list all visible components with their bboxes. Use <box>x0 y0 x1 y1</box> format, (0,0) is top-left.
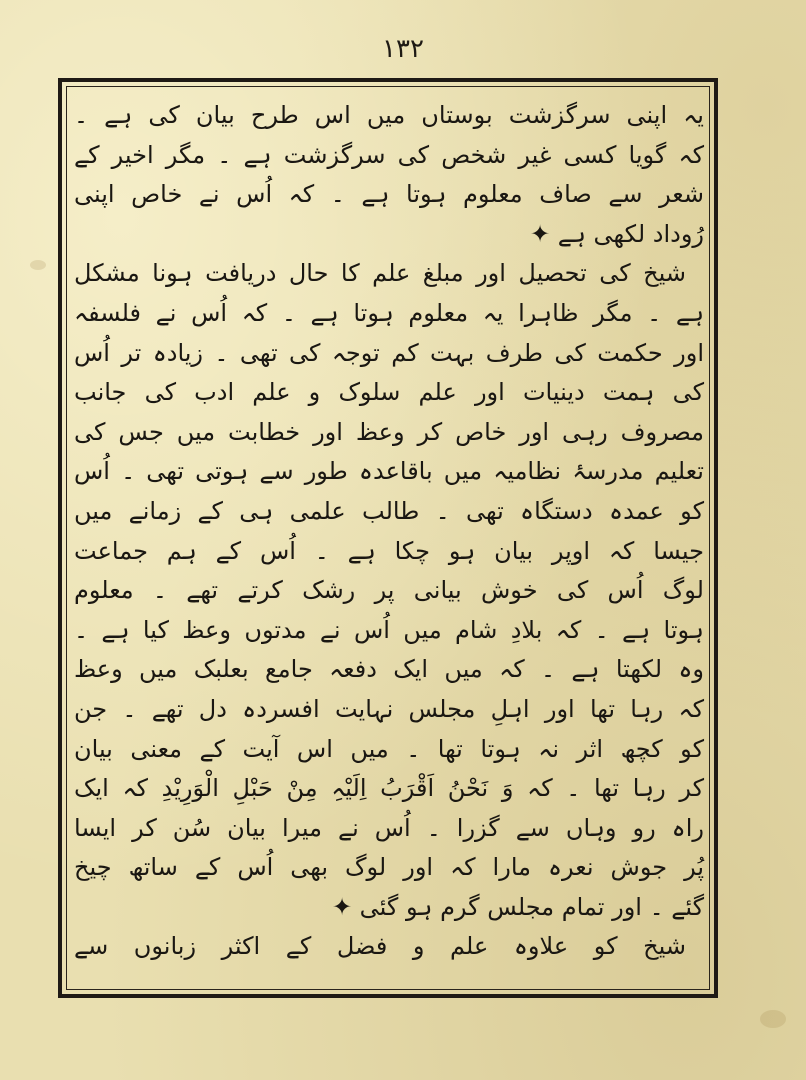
text-line: جیسا کہ اوپر بیان ہو چکا ہے ۔ اُس کے ہم جماعت <box>74 536 704 565</box>
paper-stain <box>30 260 46 270</box>
text-line: اور حکمت کی طرف بہت کم توجہ کی تھی ۔ زیادہ تر اُس <box>74 338 704 367</box>
page-text <box>74 96 704 986</box>
text-line: شیخ کی تحصیل اور مبلغ علم کا حال دریافت ہونا مشکل <box>74 259 686 288</box>
page-number: ۱۳۲ <box>382 34 424 64</box>
text-line: شعر سے صاف معلوم ہوتا ہے ۔ کہ اُس نے خاص اپنی <box>74 180 704 209</box>
text-line: کہ گویا کسی غیر شخص کی سرگزشت ہے ۔ مگر اخیر کے <box>74 140 704 169</box>
text-line: پُر جوش نعرہ مارا کہ اور لوگ بھی اُس کے ساتھ چیخ <box>74 853 704 882</box>
text-line: تعلیم مدرسۂ نظامیہ میں باقاعدہ طور سے ہوتی تھی ۔ اُس <box>74 457 704 486</box>
text-line: مصروف رہی اور خاص کر وعظ اور خطابت میں جس کی <box>74 417 704 446</box>
text-line: کی ہمت دینیات اور علم سلوک و علم ادب کی جانب <box>74 378 704 407</box>
text-line: کہ رہا تھا اور اہلِ مجلس نہایت افسردہ دل تھے ۔ جن <box>74 694 704 723</box>
text-line: وہ لکھتا ہے ۔ کہ میں ایک دفعہ جامع بعلبک میں وعظ <box>74 655 704 684</box>
text-line: رُوداد لکھی ہے ✦ <box>530 219 704 248</box>
text-line: کو کچھ اثر نہ ہوتا تھا ۔ میں اس آیت کے معنی بیان <box>74 734 704 763</box>
text-line: کو عمدہ دستگاہ تھی ۔ طالب علمی ہی کے زمانے میں <box>74 496 704 525</box>
text-line: گئے ۔ اور تمام مجلس گرم ہو گئی ✦ <box>331 892 704 921</box>
text-line: ہوتا ہے ۔ کہ بلادِ شام میں اُس نے مدتوں وعظ کیا ہے ۔ <box>74 615 704 644</box>
text-line: یہ اپنی سرگزشت بوستاں میں اس طرح بیان کی ہے ۔ <box>74 101 704 129</box>
text-line: شیخ کو علاوہ علم و فضل کے اکثر زبانوں سے <box>74 932 686 961</box>
paper-stain <box>760 1010 786 1028</box>
text-line: راہ رو وہاں سے گزرا ۔ اُس نے میرا بیان سُن کر ایسا <box>74 813 704 842</box>
text-line: ہے ۔ مگر ظاہرا یہ معلوم ہوتا ہے ۔ کہ اُس نے فلسفہ <box>74 298 704 327</box>
text-line: کر رہا تھا ۔ کہ وَ نَحْنُ اَقْرَبُ اِلَیْہِ مِنْ حَبْلِ الْوَرِیْدِ کہ ایک <box>74 774 704 803</box>
text-line: لوگ اُس کی خوش بیانی پر رشک کرتے تھے ۔ معلوم <box>74 576 704 605</box>
